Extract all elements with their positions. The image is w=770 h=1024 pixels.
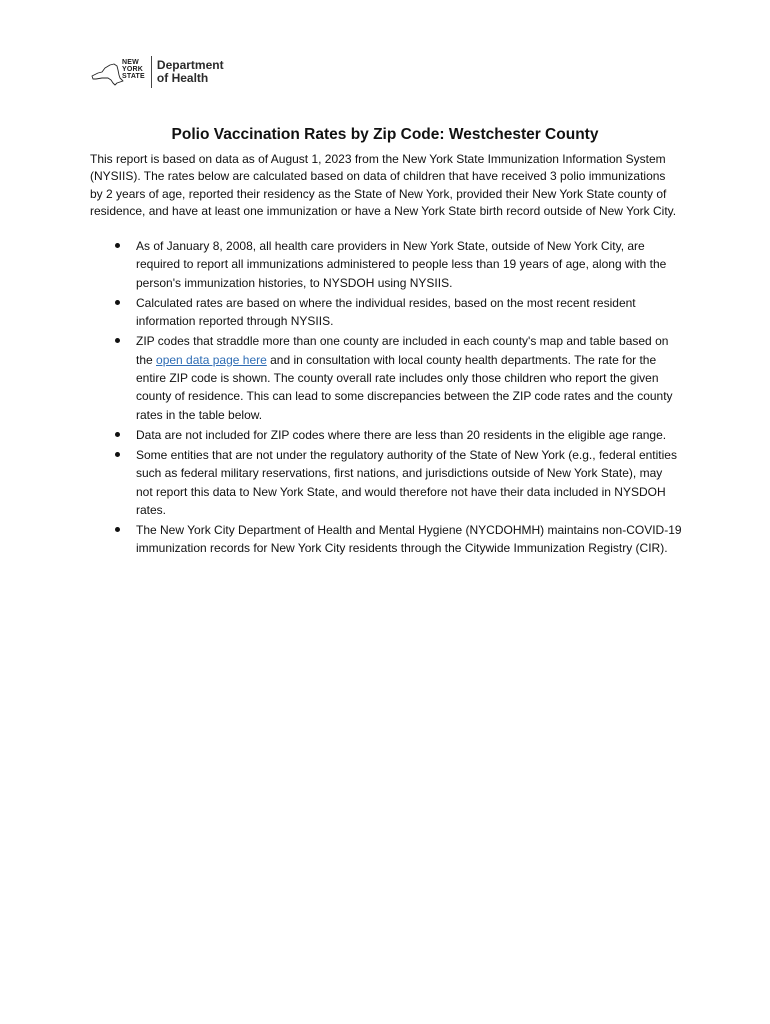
- list-item: [90, 521, 682, 558]
- bullet-icon: [115, 432, 120, 437]
- list-item: [90, 294, 682, 331]
- logo-divider: [151, 56, 152, 88]
- bullet-icon: [115, 452, 120, 457]
- list-item: [90, 446, 682, 520]
- list-item: [90, 426, 682, 444]
- list-item-text: Data are not included for ZIP codes where there are less than 20 residents in the eligible age range.: [136, 427, 667, 442]
- list-item: [90, 332, 682, 424]
- logo-department-text: Department of Health: [156, 58, 224, 85]
- list-item-text: The New York City Department of Health and Mental Hygiene (NYCDOHMH) maintains non-COVID-19 immunization records for New York City residents through the Citywide Immunization Registry (CIR).: [136, 523, 682, 556]
- intro-paragraph: This report is based on data as of August 1, 2023 from the New York State Immunization Information System (NYSIIS). The rates below are calculated based on data of children that have received 3 polio immunizations by 2 years of age, reported their residency as the State of New York, provided their New York State county of residence, and have at least one immunization or have a New York State birth record outside of New York City.: [90, 152, 677, 218]
- list-item-text-after-link: and in consultation with local county health departments. The rate for the entire ZIP code is shown. The county overall rate includes only those children who report the given county of residence. This can lead to some discrepancies between the ZIP code rates and the county rates in the table below.: [136, 352, 673, 422]
- bullet-icon: [115, 300, 120, 305]
- list-item-text: As of January 8, 2008, all health care providers in New York State, outside of New York City, are required to report all immunizations administered to people less than 19 years of age, along with the person's immunization histories, to NYSDOH using NYSIIS.: [136, 239, 667, 290]
- logo-state-text: NEW YORK STATE: [122, 58, 145, 80]
- bullet-icon: [115, 527, 120, 532]
- bullet-icon: [115, 243, 120, 248]
- nys-doh-logo: [90, 52, 224, 92]
- new-york-state-map-icon: [90, 56, 126, 88]
- list-item-text: Some entities that are not under the regulatory authority of the State of New York (e.g., federal entities such as federal military reservations, first nations, and jurisdictions outside of New York State), may not report this data to New York State, and would therefore not have their data included in NYSDOH rates.: [136, 447, 677, 518]
- open-data-page-link[interactable]: open data page here: [156, 352, 267, 367]
- bullet-icon: [115, 338, 120, 343]
- page-title: Polio Vaccination Rates by Zip Code: Westchester County: [171, 126, 599, 143]
- notes-list: [90, 237, 682, 559]
- list-item-text: Calculated rates are based on where the individual resides, based on the most recent resident information reported through NYSIIS.: [136, 295, 636, 329]
- list-item-text-before-link: ZIP codes that straddle more than one county are included in each county's map and table based on the: [136, 334, 669, 367]
- list-item: [90, 237, 682, 292]
